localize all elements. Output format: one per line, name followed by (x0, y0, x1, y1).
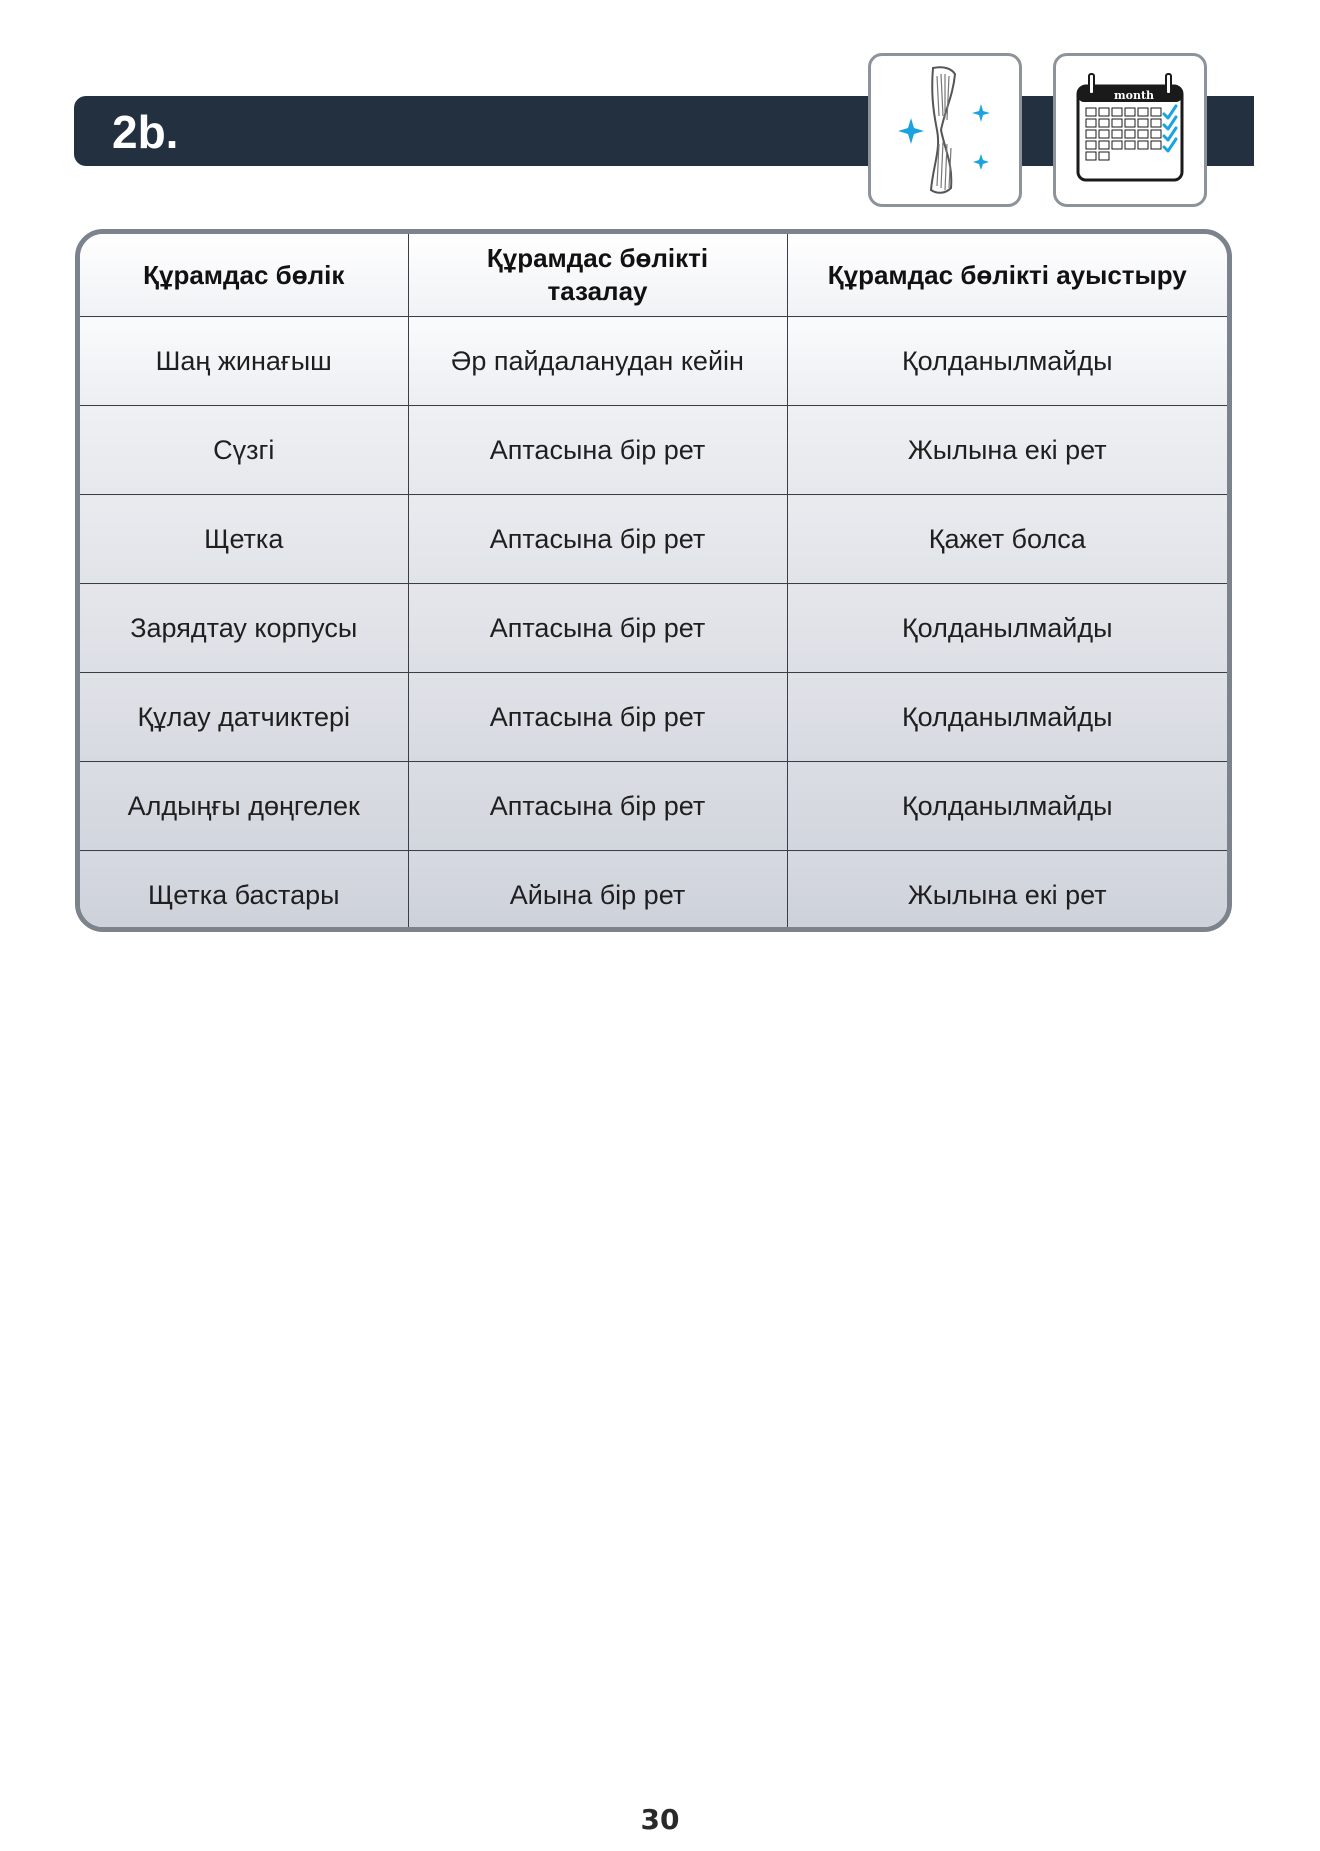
table-row (80, 851, 1227, 933)
header-replacement: Құрамдас бөлікті ауыстыру (787, 234, 1227, 317)
cell-cleaning: Аптасына бір рет (408, 406, 787, 495)
table-row (80, 317, 1227, 406)
cell-cleaning: Әр пайдаланудан кейін (408, 317, 787, 406)
calendar-month-label: month (1113, 89, 1155, 102)
table-row (80, 584, 1227, 673)
cell-component: Сүзгі (80, 406, 408, 495)
table-row (80, 495, 1227, 584)
cell-cleaning: Аптасына бір рет (408, 762, 787, 851)
cell-component: Щетка бастары (80, 851, 408, 933)
table-row (80, 673, 1227, 762)
header-component: Құрамдас бөлік (80, 234, 408, 317)
cell-component: Алдыңғы дөңгелек (80, 762, 408, 851)
maintenance-table-frame (75, 229, 1232, 932)
table-row (80, 406, 1227, 495)
cell-replacement: Қолданылмайды (787, 317, 1227, 406)
table-header-row (80, 234, 1227, 317)
cell-replacement: Қолданылмайды (787, 762, 1227, 851)
table-row (80, 762, 1227, 851)
cell-component: Зарядтау корпусы (80, 584, 408, 673)
cell-component: Шаң жинағыш (80, 317, 408, 406)
header-cleaning: Құрамдас бөлікті тазалау (408, 234, 787, 317)
cell-replacement: Жылына екі рет (787, 851, 1227, 933)
cell-component: Щетка (80, 495, 408, 584)
cell-cleaning: Аптасына бір рет (408, 495, 787, 584)
maintenance-table (80, 234, 1227, 932)
cell-cleaning: Аптасына бір рет (408, 584, 787, 673)
cell-replacement: Қажет болса (787, 495, 1227, 584)
calendar-icon-box (1053, 53, 1207, 207)
cell-replacement: Қолданылмайды (787, 673, 1227, 762)
section-number: 2b. (112, 106, 179, 158)
clean-brush-sparkle-icon (871, 56, 1019, 204)
cell-cleaning: Айына бір рет (408, 851, 787, 933)
page-number: 30 (640, 1803, 680, 1836)
calendar-month-icon (1056, 56, 1204, 204)
cell-replacement: Қолданылмайды (787, 584, 1227, 673)
cell-replacement: Жылына екі рет (787, 406, 1227, 495)
cleaning-icon-box (868, 53, 1022, 207)
cell-cleaning: Аптасына бір рет (408, 673, 787, 762)
cell-component: Құлау датчиктері (80, 673, 408, 762)
